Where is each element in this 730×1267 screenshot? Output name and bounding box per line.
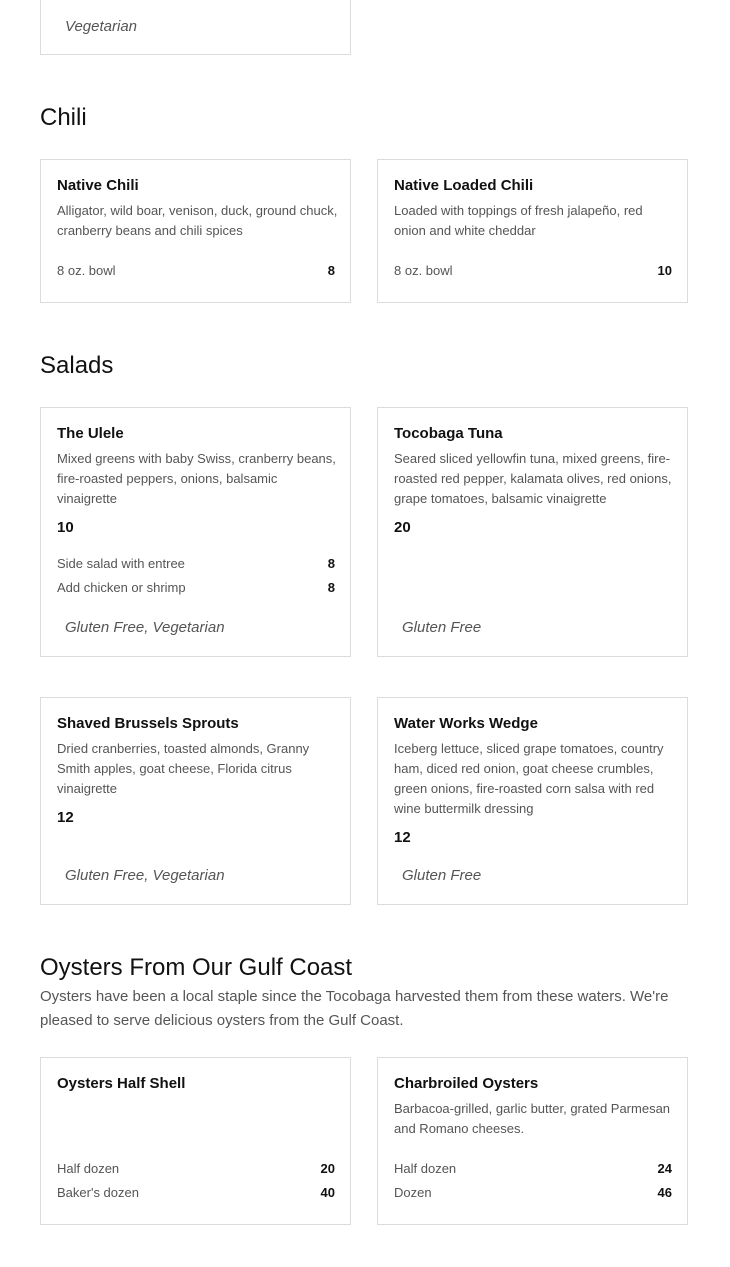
option-label: Baker's dozen (57, 1185, 139, 1200)
option-price: 24 (657, 1161, 672, 1176)
option-row (394, 1161, 672, 1176)
option-label: 8 oz. bowl (394, 263, 453, 278)
option-price: 10 (657, 263, 672, 278)
price-row (394, 263, 672, 278)
item-name: Water Works Wedge (394, 715, 538, 732)
option-price: 46 (657, 1185, 672, 1200)
option-label: Side salad with entree (57, 556, 185, 571)
item-name: The Ulele (57, 425, 124, 442)
item-description: Loaded with toppings of fresh jalapeño, red onion and white cheddar (394, 203, 643, 238)
section-description: Oysters have been a local staple since the Tocobaga harvested them from these waters. We're pleased to serve delicious oysters from the Gulf Coast. (40, 988, 669, 1029)
option-row (57, 580, 335, 595)
item-description: Barbacoa-grilled, garlic butter, grated Parmesan and Romano cheeses. (394, 1101, 671, 1136)
menu-card-oysters-half-shell (40, 1057, 351, 1225)
dietary-tags: Gluten Free, Vegetarian (65, 867, 225, 884)
option-label: Half dozen (394, 1161, 457, 1176)
item-description: Mixed greens with baby Swiss, cranberry beans, fire-roasted peppers, onions, balsamic vinaigrette (57, 451, 336, 506)
option-price: 8 (327, 556, 335, 571)
item-price: 20 (394, 519, 411, 536)
item-description: Dried cranberries, toasted almonds, Granny Smith apples, goat cheese, Florida citrus vinaigrette (57, 741, 310, 796)
menu-card (40, 0, 351, 55)
option-price: 8 (327, 263, 335, 278)
item-price: 12 (57, 809, 74, 826)
menu-card-water-works-wedge (377, 697, 688, 905)
price-row (57, 263, 335, 278)
menu-card-charbroiled-oysters (377, 1057, 688, 1225)
item-description: Iceberg lettuce, sliced grape tomatoes, country ham, diced red onion, goat cheese crumbles, green onions, fire-roasted corn salsa with red wine buttermilk dressing (394, 741, 664, 816)
option-price: 20 (320, 1161, 335, 1176)
option-label: Add chicken or shrimp (57, 580, 186, 595)
item-name: Native Loaded Chili (394, 177, 534, 194)
item-price: 10 (57, 519, 74, 536)
item-name: Oysters Half Shell (57, 1075, 186, 1092)
menu-card-shaved-brussels-sprouts (40, 697, 351, 905)
section-title-chili: Chili (40, 104, 87, 131)
dietary-tags: Gluten Free (402, 619, 482, 636)
menu-card-tocobaga-tuna (377, 407, 688, 657)
item-name: Shaved Brussels Sprouts (57, 715, 239, 732)
option-label: 8 oz. bowl (57, 263, 116, 278)
menu-card-native-chili (40, 159, 351, 303)
option-label: Half dozen (57, 1161, 120, 1176)
item-description: Seared sliced yellowfin tuna, mixed greens, fire-roasted red pepper, kalamata olives, red onions, grape tomatoes, balsamic vinaigrette (394, 451, 672, 506)
dietary-tags: Gluten Free, Vegetarian (65, 619, 225, 636)
item-name: Tocobaga Tuna (394, 425, 503, 442)
option-row (57, 556, 335, 571)
item-name: Charbroiled Oysters (394, 1075, 539, 1092)
item-price: 12 (394, 829, 411, 846)
item-name: Native Chili (57, 177, 139, 194)
option-row (57, 1161, 335, 1176)
option-price: 8 (327, 580, 335, 595)
section-title-oysters: Oysters From Our Gulf Coast (40, 954, 353, 981)
dietary-tags: Gluten Free (402, 867, 482, 884)
menu-card-the-ulele (40, 407, 351, 657)
option-label: Dozen (394, 1185, 432, 1200)
option-row (57, 1185, 335, 1200)
option-price: 40 (320, 1185, 335, 1200)
option-row (394, 1185, 672, 1200)
item-description: Alligator, wild boar, venison, duck, ground chuck, cranberry beans and chili spices (57, 203, 338, 238)
menu-card-native-loaded-chili (377, 159, 688, 303)
section-title-salads: Salads (40, 352, 114, 379)
dietary-tags: Vegetarian (65, 18, 137, 35)
